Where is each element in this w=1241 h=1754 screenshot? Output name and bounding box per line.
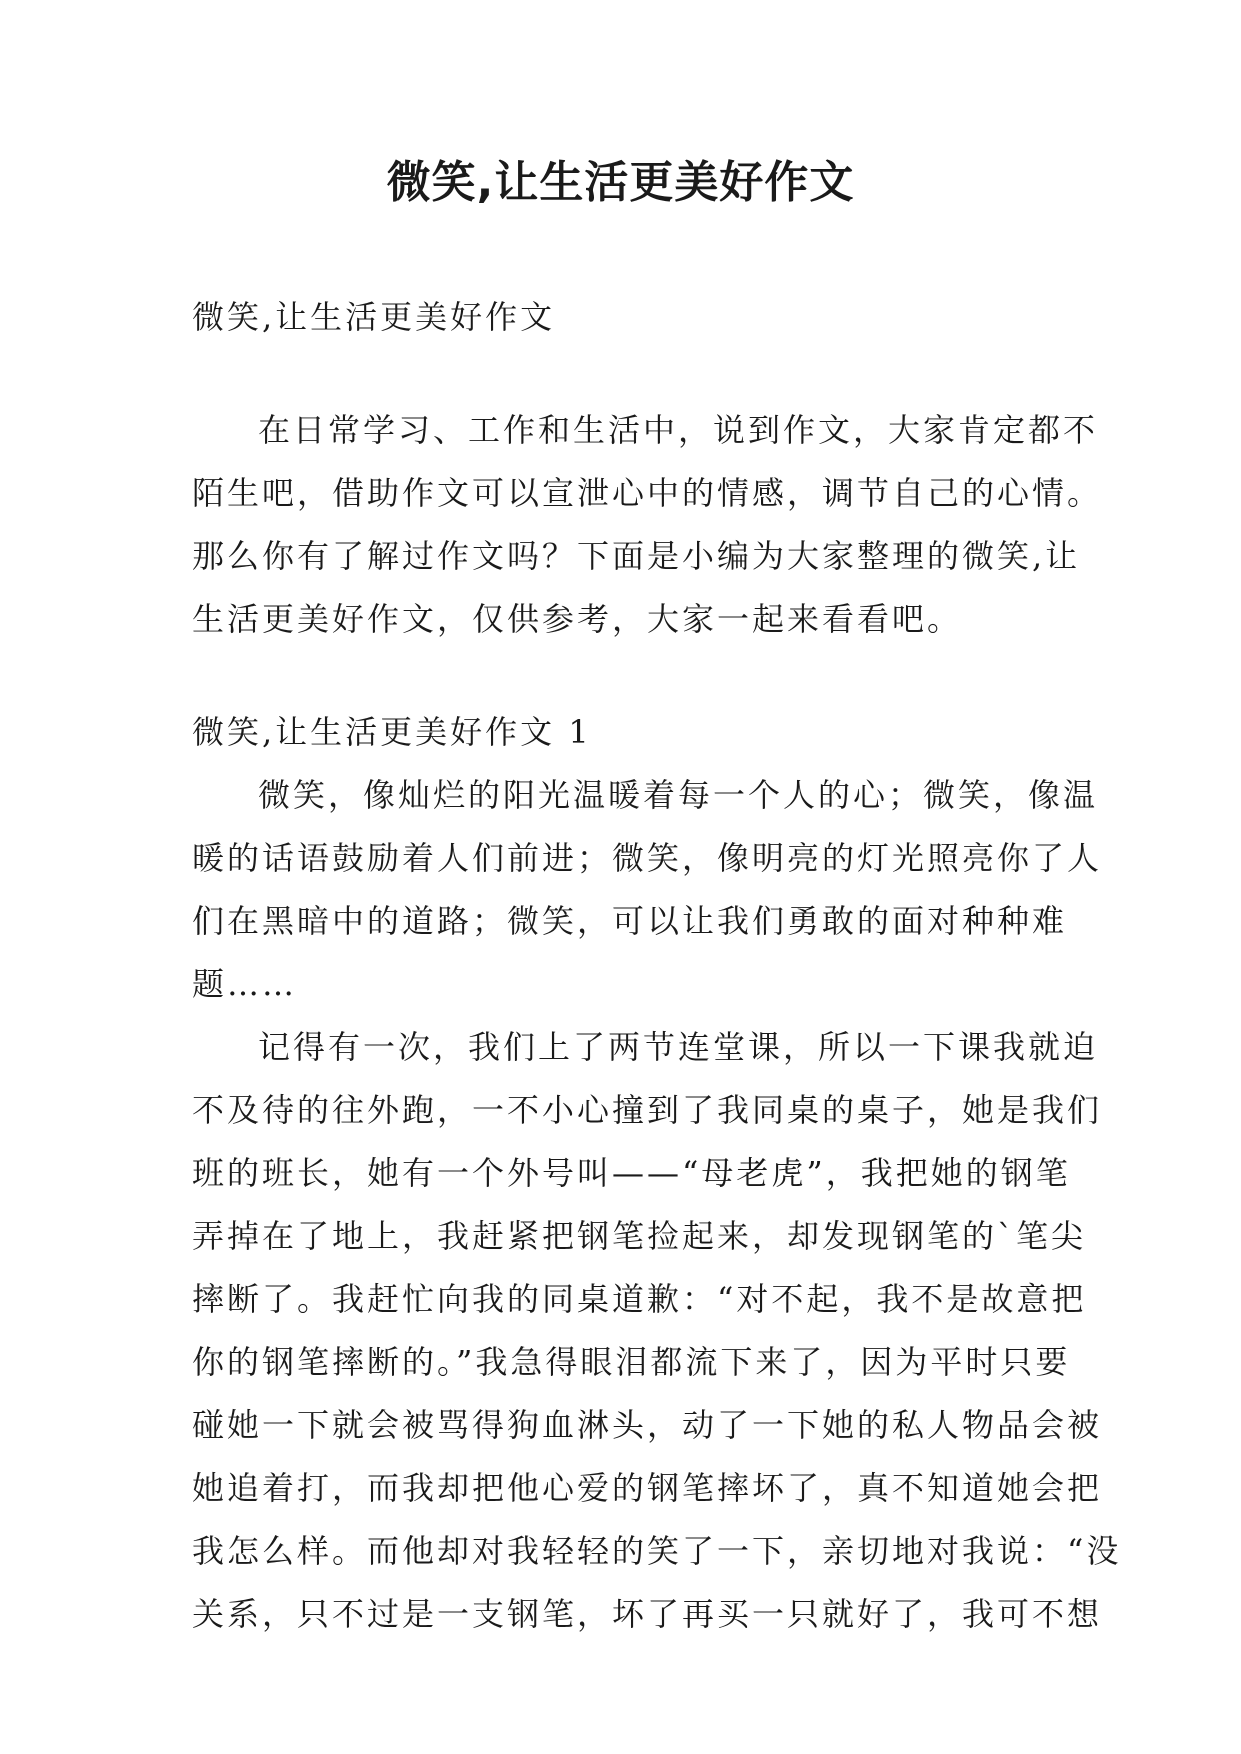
text-line: 那么你有了解过作文吗？下面是小编为大家整理的微笑,让: [192, 537, 1081, 575]
text-line: 摔断了。我赶忙向我的同桌道歉：“对不起，我不是故意把: [192, 1280, 1087, 1318]
text-line: 你的钢笔摔断的。”我急得眼泪都流下来了，因为平时只要: [192, 1343, 1071, 1381]
text-line: 弄掉在了地上，我赶紧把钢笔捡起来，却发现钢笔的`笔尖: [192, 1217, 1087, 1255]
text-line: 我怎么样。而他却对我轻轻的笑了一下，亲切地对我说：“没: [192, 1532, 1122, 1570]
text-line: 不及待的往外跑，一不小心撞到了我同桌的桌子，她是我们: [192, 1091, 1103, 1129]
text-line: 微笑，像灿烂的阳光温暖着每一个人的心；微笑，像温: [258, 776, 1099, 814]
document-subtitle: 微笑,让生活更美好作文: [192, 298, 556, 336]
body-paragraph-2: [192, 1016, 1122, 1646]
text-line: 班的班长，她有一个外号叫——“母老虎”，我把她的钢笔: [192, 1154, 1071, 1192]
section-heading: 微笑,让生活更美好作文 1: [192, 713, 592, 751]
text-line: 记得有一次，我们上了两节连堂课，所以一下课我就迫: [258, 1028, 1099, 1066]
text-line: 题……: [192, 965, 298, 1003]
text-line: 她追着打，而我却把他心爱的钢笔摔坏了，真不知道她会把: [192, 1469, 1103, 1507]
text-line: 关系，只不过是一支钢笔，坏了再买一只就好了，我可不想: [192, 1595, 1103, 1633]
document-title: 微笑,让生活更美好作文: [386, 157, 855, 208]
text-line: 碰她一下就会被骂得狗血淋头，动了一下她的私人物品会被: [192, 1406, 1103, 1444]
intro-paragraph: [192, 399, 1103, 651]
text-line: 暖的话语鼓励着人们前进；微笑，像明亮的灯光照亮你了人: [192, 839, 1103, 877]
text-line: 们在黑暗中的道路；微笑，可以让我们勇敢的面对种种难: [192, 902, 1068, 940]
text-line: 陌生吧，借助作文可以宣泄心中的情感，调节自己的心情。: [192, 474, 1103, 512]
text-line: 在日常学习、工作和生活中，说到作文，大家肯定都不: [258, 411, 1099, 449]
text-line: 生活更美好作文，仅供参考，大家一起来看看吧。: [192, 600, 963, 638]
body-paragraph-1: [192, 764, 1103, 1016]
document-body: [192, 286, 1122, 1646]
